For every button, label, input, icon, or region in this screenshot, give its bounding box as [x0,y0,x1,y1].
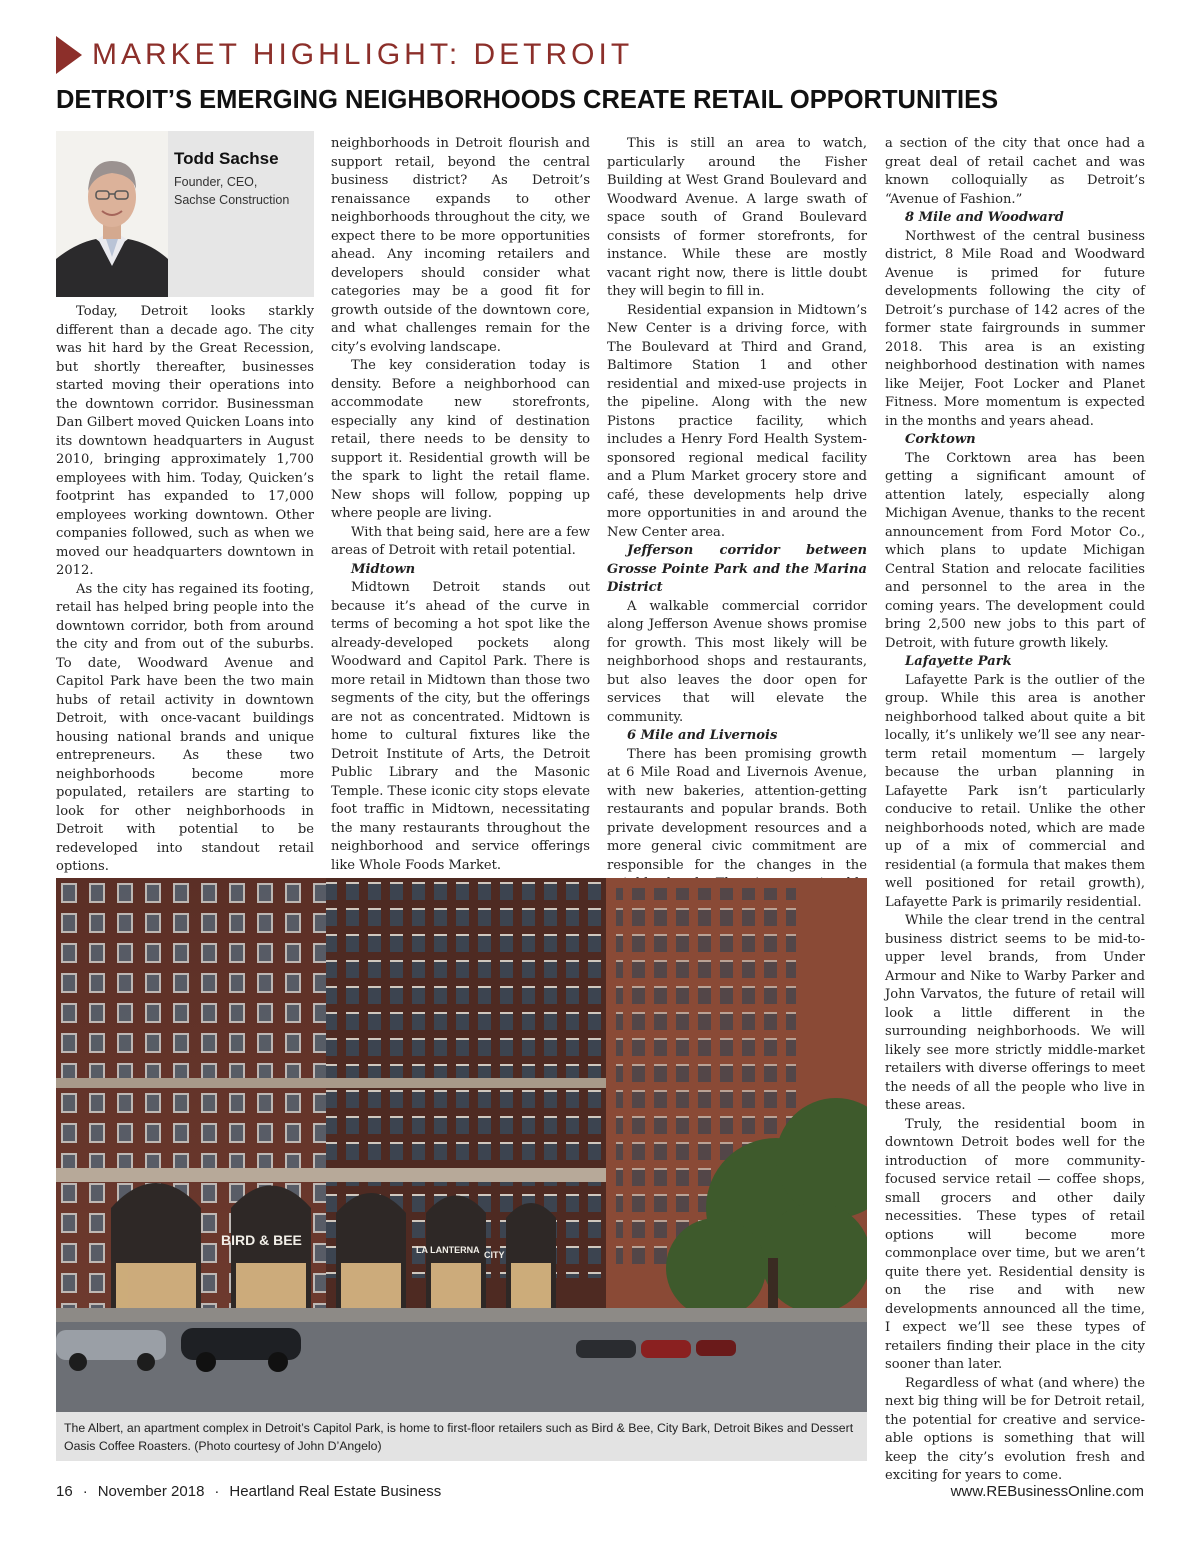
page-number: 16 [56,1483,73,1500]
paragraph: neighborhoods in Detroit flourish and support retail, beyond the central business district? As Detroit’s renaissance expands to other neighborhoods throughout the city, we expect there to be more opportunities ahead. Any incoming retailers and developers should consider what categories may be a good fit for growth outside of the downtown core, and what challenges remain for the city’s evolving landscape. [331,136,590,355]
sign-bird-and-bee: BIRD & BEE [221,1232,302,1248]
paragraph: Truly, the residential boom in downtown Detroit bodes well for the introduction of more community-focused service retail — coffee shops, small grocers and other daily necessities. These types of retail options will become more commonplace over time, but we aren’t quite there yet. Residential density is on the rise and with new developments announced all the time, I expect we’ll see these types of retailers finding their place in the city sooner than later. [885,1116,1145,1372]
paragraph: Northwest of the central business district, 8 Mile Road and Woodward Avenue is primed for future developments following the city of Detroit’s purchase of 142 acres of the former state fairgrounds in summer 2018. This area is an existing neighborhood destination with names like Meijer, Foot Locker and Planet Fitness. More momentum is expected in the months and years ahead. [885,228,1145,429]
issue-date: November 2018 [97,1483,205,1500]
subheading-lafayette-park: Lafayette Park [905,654,1012,669]
paragraph: This is still an area to watch, particularly around the Fisher Building at West Grand Boulevard and Woodward Avenue. A large swath of space south of Grand Boulevard consists of former storefronts, for instance. While these are mostly vacant right now, there is little doubt they will begin to fill in. [607,136,867,299]
paragraph: Today, Detroit looks starkly different than a decade ago. The city was hit hard by the Great Recession, but shortly thereafter, businesses started moving their operations into the downtown corridor. Businessman Dan Gilbert moved Quicken Loans into its downtown headquarters in August 2010, bringing approximately 1,700 employees with him. Today, Quicken’s footprint has expanded to 17,000 employees working downtown. Other companies followed, such as when we moved our headquarters downtown in 2012. [56,304,314,578]
subheading-8-mile: 8 Mile and Woodward [905,210,1064,225]
column-1 [56,303,314,895]
section-kicker-label: MARKET HIGHLIGHT: DETROIT [92,38,634,71]
paragraph: Lafayette Park is the outlier of the group. While this area is another neighborhood talked about quite a bit locally, it’s unlikely we’ll see any near-term retail momentum — largely because the urban planning in Lafayette Park isn’t particularly conducive to retail. Unlike the other neighborhoods noted, which are made up of a mix of commercial and residential (a formula that makes them well positioned for retail growth), Lafayette Park is primarily residential. [885,672,1145,910]
paragraph: A walkable commercial corridor along Jefferson Avenue shows promise for growth. This most likely will be neighborhood shops and restaurants, but also leaves the door open for services that will elevate the community. [607,598,867,725]
paragraph: As the city has regained its footing, retail has helped bring people into the downtown corridor, both from around the city and from out of the suburbs. To date, Woodward Avenue and Capitol Park have been the two main hubs of retail activity in downtown Detroit, with once-vacant buildings housing national brands and unique entrepreneurs. As these two neighborhoods become more populated, retailers are starting to look for other neighborhoods in Detroit with potential to be redeveloped into standout retail options. [56,581,314,874]
author-role-line-2: Sachse Construction [174,193,290,207]
author-name: Todd Sachse [174,149,279,168]
triangle-bullet-icon [56,36,82,74]
separator-dot: · [214,1483,220,1500]
author-portrait [56,131,168,297]
paragraph: With that being said, here are a few areas of Detroit with retail potential. [331,524,591,558]
article-photo [56,878,867,1412]
subheading-midtown: Midtown [351,561,416,577]
author-role [174,173,289,209]
article-headline: DETROIT’S EMERGING NEIGHBORHOODS CREATE RETAIL OPPORTUNITIES [56,86,999,114]
photo-caption: The Albert, an apartment complex in Detroit’s Capitol Park, is home to first-floor retailers such as Bird & Bee, City Bark, Detroit Bikes and Dessert Oasis Coffee Roasters. (Photo courtesy of John D’Angelo) [64,1421,854,1453]
subheading-corktown: Corktown [905,432,976,447]
author-role-line-1: Founder, CEO, [174,175,258,189]
subheading-jefferson: Jefferson corridor between Grosse Pointe Park and the Marina District [607,543,867,595]
caption-box [56,1412,867,1461]
paragraph: The key consideration today is density. Before a neighborhood can accommodate new storefronts, especially any kind of destination retail, there needs to be density to support it. Residential growth will be the spark to light the retail flame. New shops will follow, popping up where people are living. [331,358,590,521]
footer-left [56,1483,441,1500]
subheading-6-mile: 6 Mile and Livernois [627,728,778,743]
paragraph: Residential expansion in Midtown’s New Center is a driving force, with The Boulevard at Third and Grand, Baltimore Station 1 and other residential and mixed-use projects in the pipeline. Along with the new Pistons practice facility, which includes a Henry Ford Health System-sponsored regional medical facility and a Plum Market grocery store and café, these developments help drive more opportunities in and around the New Center area. [607,302,867,540]
author-photo [56,131,168,297]
paragraph: The Corktown area has been getting a significant amount of attention lately, especially along Michigan Avenue, thanks to the recent announcement from Ford Motor Co., which plans to update Michigan Central Station and relocate facilities and personnel to the area in the coming years. The development could bring 2,500 new jobs to this part of Detroit, with future growth likely. [885,450,1145,651]
column-3 [607,135,867,912]
column-4 [885,135,1145,1486]
sign-city: CITY [484,1250,505,1260]
publication-name: Heartland Real Estate Business [229,1483,442,1500]
paragraph: There has been promising growth at 6 Mile Road and Livernois Avenue, with new bakeries, attention-getting restaurants and popular brands. Both private development resources and a more general civic commitment are responsible for the changes in the [607,746,867,873]
paragraph: Midtown Detroit stands out because it’s ahead of the curve in terms of becoming a hot spot like the already-developed pockets along Woodward and Capitol Park. There is more retail in Midtown than those two segments of the city, but the offerings are not as concentrated. Midtown is home to cultural fixtures like the Detroit Institute of Arts, the Detroit Public Library and the Masonic Temple. These iconic city stops elevate foot traffic in Midtown, necessitating the many restaurants throughout the neighborhood and service offerings like Whole Foods Market. [331,580,590,873]
website-link[interactable]: www.REBusinessOnline.com [950,1483,1144,1500]
author-box [56,131,314,297]
column-2 [331,135,590,875]
paragraph: a section of the city that once had a great deal of retail cachet and was known colloquially as Detroit’s “Avenue of Fashion.” [885,136,1145,207]
paragraph: Regardless of what (and where) the next big thing will be for Detroit retail, the potential for creative and service-able options is something that will keep the city’s evolution fresh and exciting for years to come. [885,1375,1145,1483]
street-photo [56,878,867,1412]
separator-dot: · [82,1483,88,1500]
sign-la-lanterna: LA LANTERNA [416,1245,480,1255]
section-kicker [56,36,633,74]
paragraph: While the clear trend in the central business district seems to be mid-to-upper level brands, from Under Armour and Nike to Warby Parker and John Varvatos, the future of retail will look a little different in the surrounding neighborhoods. We will likely see more strictly middle-market retailers with diverse offerings to meet the needs of all the people who live in these areas. [885,913,1145,1113]
